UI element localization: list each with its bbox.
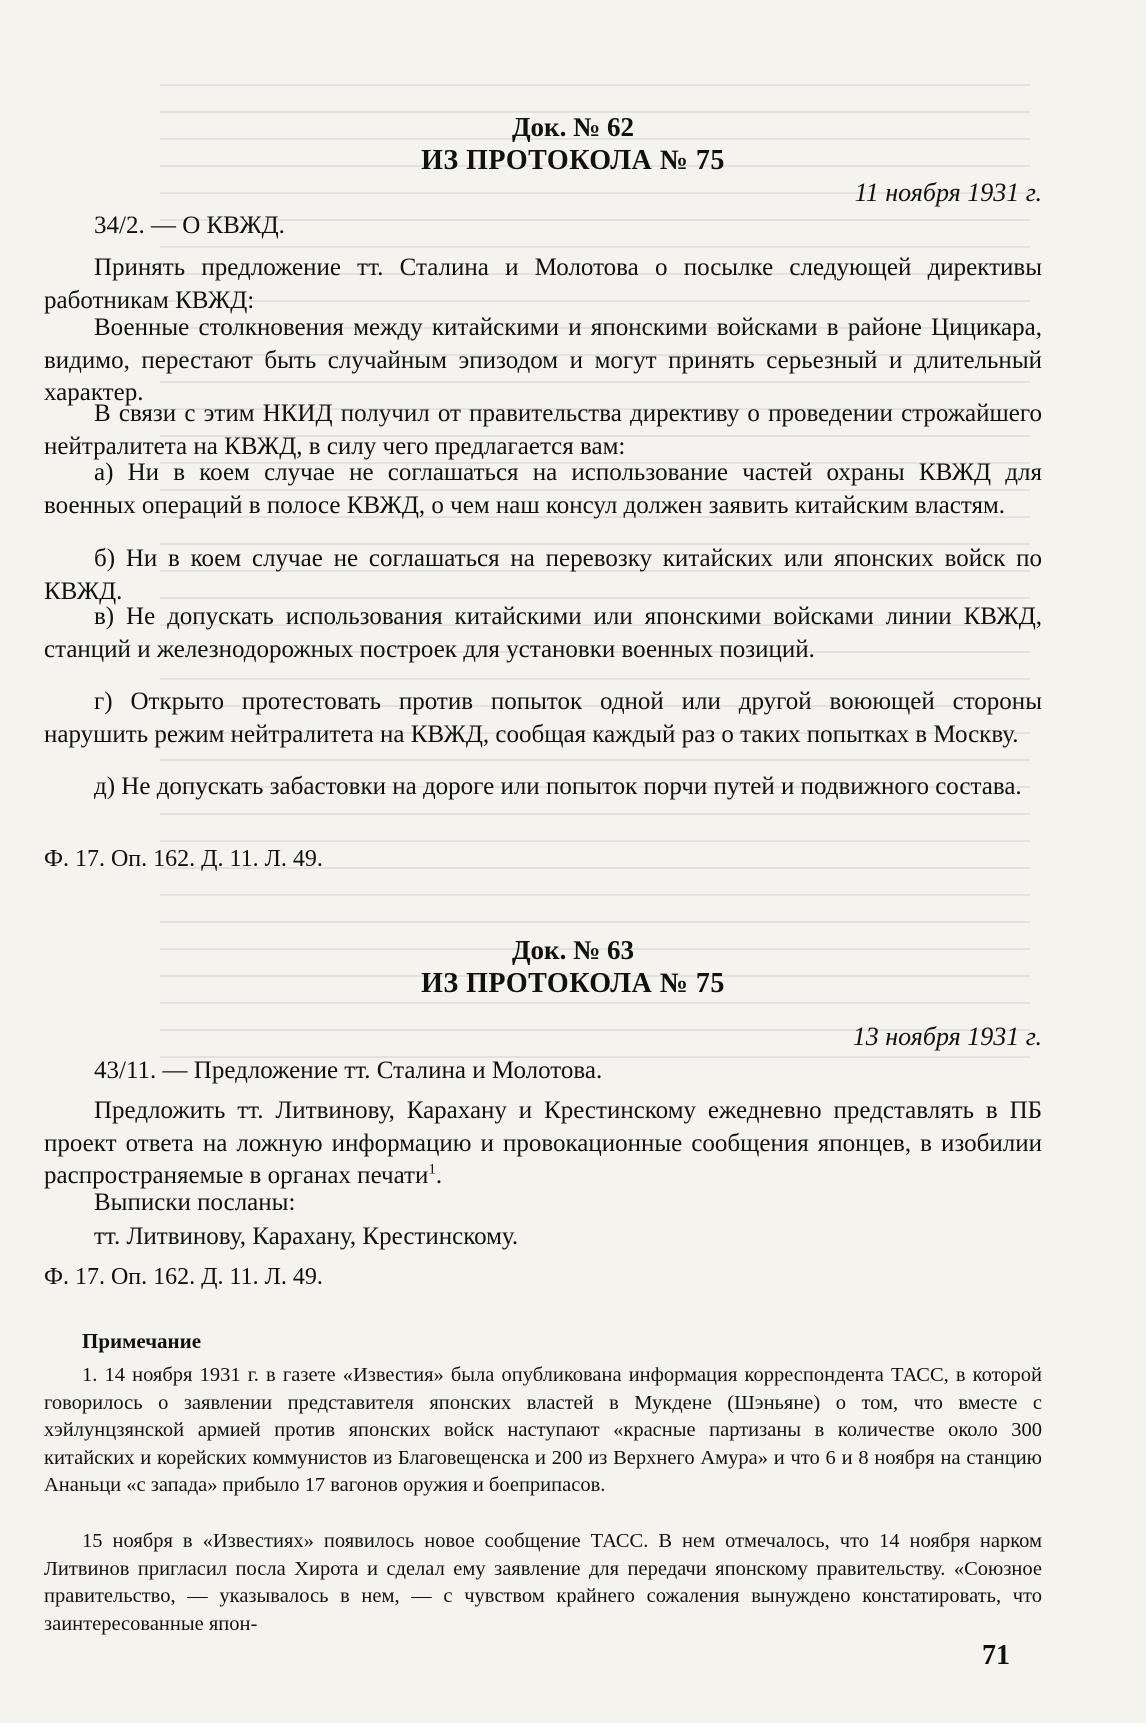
note-heading: Примечание [82,1329,202,1353]
doc62-title: ИЗ ПРОТОКОЛА № 75 [421,145,725,176]
doc63-extracts-label: Выписки посланы: [94,1189,296,1216]
doc62-number: Док. № 62 [511,112,634,142]
doc63-extracts-recipients: тт. Литвинову, Карахану, Крестинскому. [94,1223,519,1250]
footnote-mark: 1 [428,1161,436,1178]
doc62-item-a: а) Ни в коем случае не соглашаться на использование частей охраны КВЖД для военных операций в полосе КВЖД, о чем наш консул должен заявить китайским властям. [44,459,1042,519]
doc62-item-d: д) Не допускать забастовки на дороге или попыток порчи путей и подвижного состава. [94,773,1022,800]
doc62-paragraph-1: Принять предложение тт. Сталина и Молотова о посылке следующей директивы работникам КВЖД: [44,254,1042,314]
note-paragraph-1: 1. 14 ноября 1931 г. в газете «Известия» была опубликована информация корреспондента ТАСС, в которой говорилось о заявлении представителя японских властей в Мукдене (Шэньяне) о том, что вместе с хэйлунцзянской армией против японских войск наступают «красные партизаны в количестве около 300 китайских и корейских коммунистов из Благовещенска и 200 из Верхнего Амура» и что 6 и 8 ноября на станцию Ананьци «с запада» прибыло 17 вагонов оружия и боеприпасов. [44,1364,1042,1496]
note-paragraph-2: 15 ноября в «Известиях» появилось новое сообщение ТАСС. В нем отмечалось, что 14 ноября нарком Литвинов пригласил посла Хирота и сделал ему заявление для передачи японскому правительству. «Союзное правительство, — указывалось в нем, — с чувством крайнего сожаления вынуждено констатировать, что заинтересованные япон- [44,1530,1042,1635]
doc62-date: 11 ноября 1931 г. [854,178,1042,207]
doc63-number: Док. № 63 [511,935,634,965]
doc63-date: 13 ноября 1931 г. [852,1022,1042,1051]
page-number: 71 [982,1640,1010,1671]
doc62-reference: Ф. 17. Оп. 162. Д. 11. Л. 49. [44,846,323,872]
doc63-proposal-text: Предложить тт. Литвинову, Карахану и Крестинскому ежедневно представлять в ПБ проект ответа на ложную информацию и провокационные сообщения японцев, в изобилии распространяемые в органах печати [44,1097,1042,1189]
doc62-item-g: г) Открыто протестовать против попыток одной или другой воюющей стороны нарушить режим нейтралитета на КВЖД, сообщая каждый раз о таких попытках в Москву. [44,688,1042,748]
doc63-proposal: Предложить тт. Литвинову, Карахану и Крестинскому ежедневно представлять в ПБ проект ответа на ложную информацию и провокационные сообщения японцев, в изобилии распространяемые в органах печати$^1$. [44,1097,1042,1189]
doc62-paragraph-3: В связи с этим НКИД получил от правительства директиву о проведении строжайшего нейтралитета на КВЖД, в силу чего предлагается вам: [44,400,1042,460]
doc62-item-b: б) Ни в коем случае не соглашаться на перевозку китайских или японских войск по КВЖД. [44,545,1042,605]
doc63-title: ИЗ ПРОТОКОЛА № 75 [421,968,725,999]
doc63-item: 43/11. — Предложение тт. Сталина и Молотова. [94,1057,603,1084]
doc62-item-v: в) Не допускать использования китайскими или японскими войсками линии КВЖД, станций и железнодорожных построек для установки военных позиций. [44,603,1042,663]
doc62-paragraph-2: Военные столкновения между китайскими и японскими войсками в районе Цицикара, видимо, перестают быть случайным эпизодом и могут принять серьезный и длительный характер. [44,314,1042,406]
doc62-item: 34/2. — О КВЖД. [94,212,285,239]
doc63-reference: Ф. 17. Оп. 162. Д. 11. Л. 49. [44,1264,323,1290]
